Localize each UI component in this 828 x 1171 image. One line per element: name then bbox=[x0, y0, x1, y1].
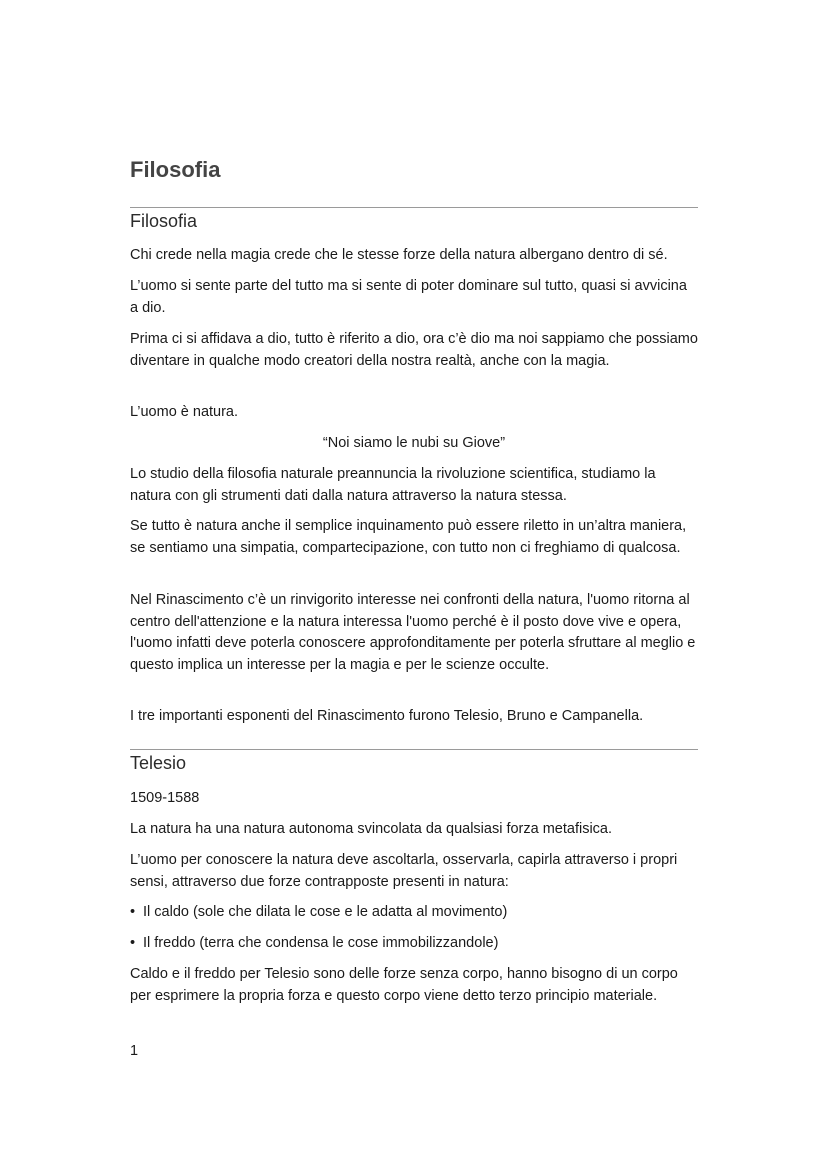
page-number: 1 bbox=[130, 1043, 139, 1059]
section-divider bbox=[130, 749, 698, 750]
paragraph: Prima ci si affidava a dio, tutto è riferito a dio, ora c’è dio ma noi sappiamo che possiamo diventare in qualche modo creatori della nostra realtà, anche con la magia. bbox=[130, 331, 698, 369]
section-heading-telesio: Telesio bbox=[130, 753, 187, 773]
paragraph: L’uomo è natura. bbox=[130, 404, 239, 420]
paragraph: Nel Rinascimento c’è un rinvigorito interesse nei confronti della natura, l'uomo ritorna al centro dell'attenzione e la natura interessa l'uomo perché è il posto dove vive e opera, l'uomo infatti deve poterla conoscere approfonditamente per poterla sfruttare al meglio e questo implica un interesse per la magia e per le scienze occulte. bbox=[130, 592, 696, 673]
paragraph: La natura ha una natura autonoma svincolata da qualsiasi forza metafisica. bbox=[130, 821, 613, 837]
section-heading-filosofia: Filosofia bbox=[130, 211, 198, 231]
bullet-icon: • bbox=[130, 935, 136, 951]
paragraph: I tre importanti esponenti del Rinascimento furono Telesio, Bruno e Campanella. bbox=[130, 708, 644, 724]
list-item-text: Il caldo (sole che dilata le cose e le adatta al movimento) bbox=[143, 904, 508, 920]
paragraph: Se tutto è natura anche il semplice inquinamento può essere riletto in un’altra maniera, se sentiamo una simpatia, compartecipazione, con tutto non ci freghiamo di qualcosa. bbox=[130, 518, 687, 556]
paragraph: Lo studio della filosofia naturale preannuncia la rivoluzione scientifica, studiamo la natura con gli strumenti dati dalla natura attraverso la natura stessa. bbox=[130, 466, 656, 504]
list-item bbox=[130, 902, 698, 924]
list-item-text: Il freddo (terra che condensa le cose immobilizzandole) bbox=[143, 935, 499, 951]
paragraph-dates: 1509-1588 bbox=[130, 790, 200, 806]
quote: “Noi siamo le nubi su Giove” bbox=[322, 435, 506, 451]
section-divider bbox=[130, 207, 698, 208]
paragraph: L’uomo si sente parte del tutto ma si sente di poter dominare sul tutto, quasi si avvicina a dio. bbox=[130, 278, 687, 316]
bullet-icon: • bbox=[130, 904, 136, 920]
paragraph: L’uomo per conoscere la natura deve ascoltarla, osservarla, capirla attraverso i propri sensi, attraverso due forze contrapposte presenti in natura: bbox=[130, 852, 678, 890]
paragraph: Caldo e il freddo per Telesio sono delle forze senza corpo, hanno bisogno di un corpo per esprimere la propria forza e questo corpo viene detto terzo principio materiale. bbox=[130, 966, 678, 1004]
list-item bbox=[130, 933, 698, 955]
document-title: Filosofia bbox=[130, 157, 221, 182]
paragraph: Chi crede nella magia crede che le stesse forze della natura albergano dentro di sé. bbox=[130, 247, 668, 263]
